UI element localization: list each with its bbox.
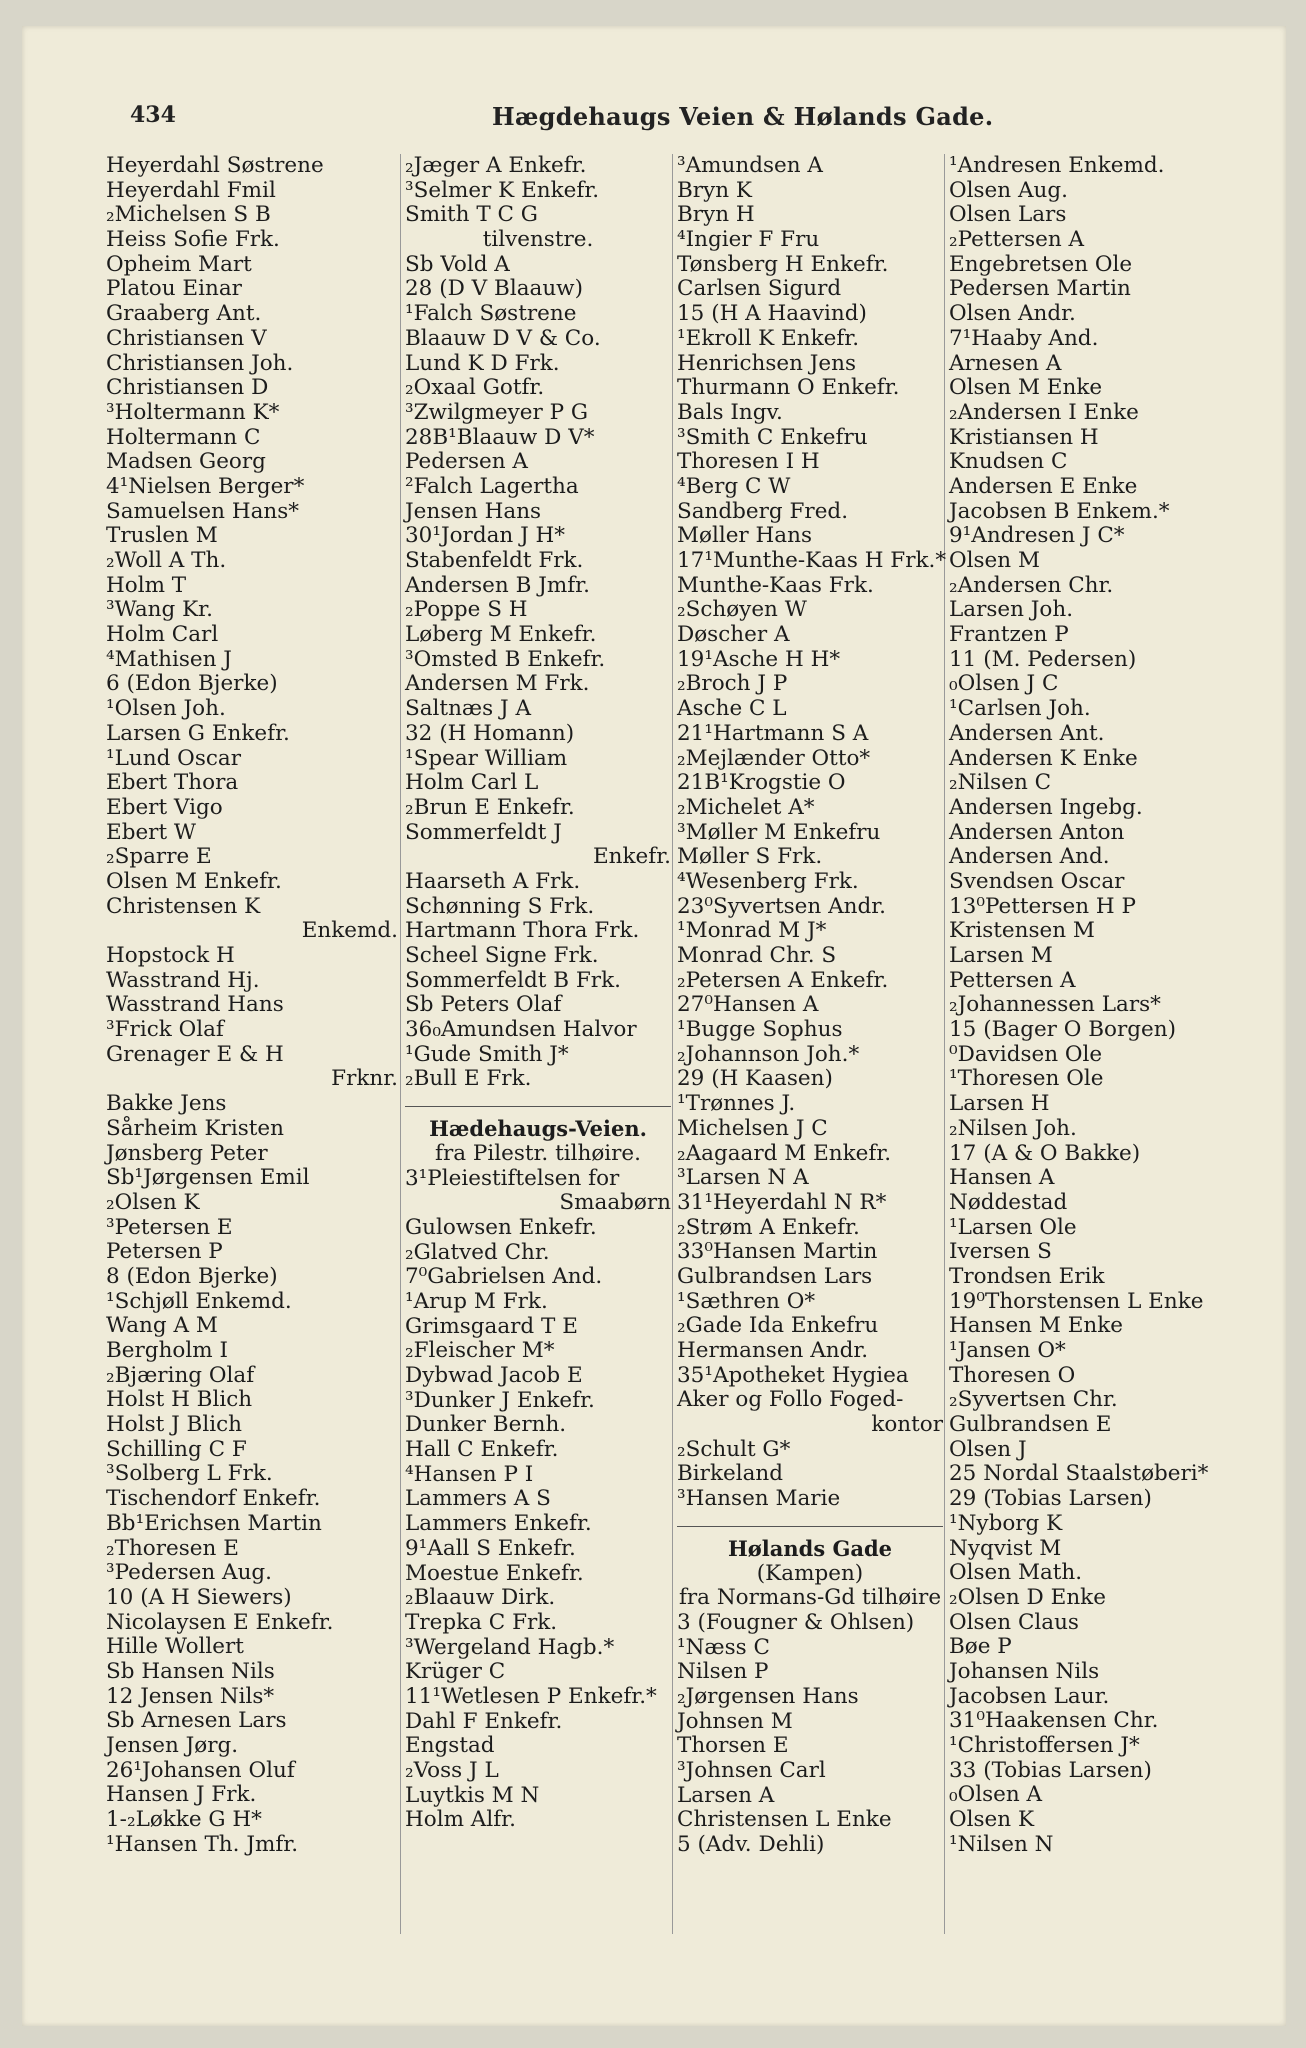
directory-entry: Hall C Enkefr.: [405, 1437, 559, 1463]
directory-entry: ³Wergeland Hagb.*: [405, 1634, 615, 1660]
directory-entry: ³Zwilgmeyer P G: [405, 399, 589, 425]
directory-entry: Andersen Ingebg.: [949, 794, 1143, 820]
directory-entry: ₂Strøm A Enkefr.: [677, 1214, 860, 1240]
directory-entry: Thorsen E: [677, 1733, 789, 1759]
directory-entry: ₂Schult G*: [677, 1436, 791, 1462]
directory-entry: ₂Nilsen Joh.: [949, 1115, 1077, 1141]
directory-entry: tilvenstre.: [482, 227, 594, 253]
directory-entry: ¹Spear William: [405, 745, 568, 771]
directory-entry: Ebert W: [106, 819, 197, 845]
directory-entry: Bryn H: [677, 202, 755, 228]
directory-entry: ¹Falch Søstrene: [405, 301, 577, 327]
directory-entry: 30¹Jordan J H*: [405, 523, 566, 549]
directory-entry: Andersen K Enke: [949, 745, 1138, 771]
directory-entry: ₂Fleischer M*: [405, 1338, 555, 1364]
directory-entry: Holm Carl L: [405, 770, 539, 796]
directory-entry: 10 (A H Siewers): [106, 1584, 292, 1610]
directory-entry: Lund K D Frk.: [405, 350, 560, 376]
directory-entry: Wang A M: [106, 1313, 218, 1339]
directory-entry: Sårheim Kristen: [106, 1115, 284, 1141]
directory-entry: Grimsgaard T E: [405, 1313, 578, 1339]
directory-entry: ₂Johannson Joh.*: [677, 1041, 860, 1067]
directory-entry: Christiansen Joh.: [106, 350, 294, 376]
directory-entry: Christiansen V: [106, 325, 267, 351]
directory-entry: ₂Johannessen Lars*: [949, 992, 1161, 1018]
directory-entry: ¹Gude Smith J*: [405, 1041, 569, 1067]
directory-entry: ₂Schøyen W: [677, 597, 807, 623]
directory-entry: 32 (H Homann): [405, 720, 575, 746]
directory-entry: Truslen M: [106, 523, 218, 549]
directory-entry: Pedersen A: [405, 449, 528, 475]
directory-entry: ³Johnsen Carl: [677, 1758, 826, 1783]
directory-entry: fra Normans-Gd tilhøire: [678, 1585, 942, 1611]
directory-entry: Larsen M: [949, 943, 1053, 968]
directory-entry: kontor: [871, 1412, 943, 1438]
directory-entry: ¹Bugge Sophus: [677, 1017, 843, 1043]
directory-entry: Holm Alfr.: [405, 1807, 516, 1833]
directory-entry: Jønsberg Peter: [106, 1140, 268, 1166]
directory-entry: Frantzen P: [949, 622, 1069, 648]
directory-entry: ³Selmer K Enkefr.: [405, 177, 600, 203]
directory-entry: ⁴Wesenberg Frk.: [677, 868, 859, 894]
directory-entry: 5 (Adv. Dehli): [677, 1832, 825, 1858]
directory-entry: Jacobsen Laur.: [949, 1683, 1110, 1709]
directory-entry: Jensen Hans: [405, 498, 542, 524]
directory-entry: 3¹Pleiestiftelsen for: [405, 1165, 620, 1191]
directory-entry: ¹Christoffersen J*: [949, 1733, 1140, 1758]
directory-entry: ₂Jæger A Enkefr.: [405, 153, 587, 178]
directory-entry: 19¹Asche H H*: [677, 646, 841, 672]
directory-entry: Heiss Sofie Frk.: [106, 227, 280, 253]
directory-entry: Christensen K: [106, 893, 261, 919]
directory-entry: Dahl F Enkefr.: [405, 1708, 563, 1734]
directory-entry: ₂Glatved Chr.: [405, 1239, 550, 1265]
directory-entry: ₂Oxaal Gotfr.: [405, 375, 545, 401]
directory-entry: Graaberg Ant.: [106, 301, 262, 327]
directory-entry: Smith T C G: [405, 202, 538, 228]
directory-entry: Kristensen M: [949, 918, 1095, 944]
directory-entry: ₂Mejlænder Otto*: [677, 745, 871, 771]
directory-entry: Hansen A: [949, 1165, 1055, 1191]
directory-entry: ₂Andersen Chr.: [949, 572, 1114, 598]
directory-entry: 29 (H Kaasen): [677, 1066, 833, 1092]
directory-entry: ₂Michelsen S B: [106, 202, 271, 228]
column-3: [677, 153, 947, 1858]
directory-entry: Christensen L Enke: [677, 1807, 892, 1833]
directory-entry: Krüger C: [405, 1659, 506, 1685]
directory-entry: Larsen H: [949, 1091, 1050, 1117]
directory-entry: 36₀Amundsen Halvor: [405, 1017, 637, 1043]
directory-entry: Pettersen A: [949, 967, 1076, 993]
directory-entry: Christiansen D: [106, 375, 269, 401]
directory-entry: ₂Petersen A Enkefr.: [677, 967, 889, 993]
directory-entry: ³Hansen Marie: [677, 1486, 841, 1512]
directory-entry: Dybwad Jacob E: [405, 1363, 583, 1388]
directory-entry: ³Amundsen A: [677, 153, 823, 178]
directory-entry: ³Smith C Enkefru: [677, 424, 868, 450]
directory-entry: Platou Einar: [106, 276, 242, 302]
column-4: [949, 154, 1249, 1857]
directory-entry: ³Frick Olaf: [106, 1017, 224, 1043]
page-title: Hægdehaugs Veien & Hølands Gade.: [492, 102, 994, 131]
directory-entry: ₂Thoresen E: [106, 1535, 239, 1561]
directory-entry: ⁴Ingier F Fru: [677, 227, 820, 253]
directory-entry: Ebert Thora: [106, 770, 239, 796]
directory-entry: 7⁰Gabrielsen And.: [405, 1264, 603, 1290]
directory-entry: Bals Ingv.: [677, 399, 783, 425]
directory-entry: 26¹Johansen Oluf: [106, 1757, 295, 1783]
directory-entry: 27⁰Hansen A: [677, 992, 819, 1018]
directory-entry: ¹Arup M Frk.: [405, 1288, 548, 1314]
directory-entry: 23⁰Syvertsen Andr.: [677, 893, 886, 919]
directory-entry: ₀Olsen A: [949, 1782, 1043, 1808]
directory-entry: 13⁰Pettersen H P: [949, 893, 1136, 919]
directory-entry: Møller S Frk.: [677, 844, 823, 870]
directory-entry: ₂Poppe S H: [405, 597, 528, 623]
directory-entry: Holtermann C: [106, 424, 261, 450]
directory-entry: 1-₂Løkke G H*: [106, 1807, 262, 1833]
directory-entry: 21¹Hartmann S A: [677, 720, 869, 746]
column-1: [106, 154, 398, 1857]
directory-entry: Stabenfeldt Frk.: [405, 548, 584, 573]
directory-entry: Nyqvist M: [949, 1535, 1062, 1561]
column-2: [405, 154, 671, 1833]
directory-entry: Olsen Andr.: [949, 301, 1076, 327]
directory-entry: Sommerfeldt J: [405, 819, 562, 845]
directory-entry: Olsen M Enkefr.: [106, 868, 282, 894]
directory-entry: Sommerfeldt B Frk.: [405, 967, 621, 993]
directory-entry: Moestue Enkefr.: [405, 1560, 584, 1586]
directory-entry: ¹Lund Oscar: [106, 745, 241, 771]
section-heading: Hølands Gade: [727, 1535, 893, 1561]
directory-entry: ³Solberg L Frk.: [106, 1461, 273, 1487]
directory-entry: Birkeland: [677, 1461, 784, 1487]
directory-entry: ⁴Berg C W: [677, 473, 791, 499]
directory-page: [22, 26, 1286, 2026]
directory-entry: Larsen Joh.: [949, 597, 1074, 623]
directory-entry: 28B¹Blaauw D V*: [405, 424, 595, 450]
directory-entry: 12 Jensen Nils*: [106, 1683, 275, 1709]
directory-entry: Thoresen I H: [677, 449, 820, 475]
directory-entry: Wasstrand Hans: [106, 992, 284, 1018]
directory-entry: 25 Nordal Staalstøberi*: [949, 1461, 1209, 1487]
directory-entry: Trondsen Erik: [949, 1263, 1105, 1289]
directory-entry: Hartmann Thora Frk.: [405, 918, 640, 944]
section-heading: Hædehaugs-Veien.: [429, 1116, 647, 1142]
directory-entry: Engebretsen Ole: [949, 251, 1133, 277]
directory-entry: Lammers A S: [405, 1486, 551, 1512]
directory-entry: Schilling C F: [106, 1436, 247, 1462]
directory-entry: ¹Hansen Th. Jmfr.: [106, 1831, 299, 1857]
directory-entry: Pedersen Martin: [949, 276, 1131, 302]
directory-entry: ₂Sparre E: [106, 844, 212, 870]
directory-entry: 17 (A & O Bakke): [949, 1140, 1141, 1166]
directory-entry: 8 (Edon Bjerke): [106, 1263, 278, 1289]
directory-entry: Hansen J Frk.: [106, 1782, 257, 1808]
directory-entry: 6 (Edon Bjerke): [106, 671, 278, 697]
directory-entry: ¹Nyborg K: [949, 1510, 1063, 1536]
directory-entry: Sandberg Fred.: [677, 498, 849, 524]
directory-entry: Smaabørn: [559, 1190, 671, 1216]
directory-entry: ¹Olsen Joh.: [106, 696, 226, 722]
directory-entry: Andersen B Jmfr.: [405, 572, 590, 598]
directory-entry: Nøddestad: [949, 1189, 1068, 1215]
directory-entry: 15 (Bager O Borgen): [949, 1017, 1176, 1043]
directory-entry: Samuelsen Hans*: [106, 498, 300, 524]
directory-entry: 11¹Wetlesen P Enkefr.*: [405, 1683, 657, 1709]
directory-entry: ¹Thoresen Ole: [949, 1066, 1104, 1092]
page-number: 434: [130, 102, 176, 128]
directory-entry: Enkefr.: [592, 844, 671, 870]
directory-entry: Olsen J: [949, 1436, 1027, 1462]
directory-entry: 29 (Tobias Larsen): [949, 1486, 1152, 1512]
directory-entry: Carlsen Sigurd: [677, 276, 842, 302]
column-divider: [400, 154, 401, 1934]
directory-entry: Grenager E & H: [106, 1041, 284, 1067]
directory-entry: Andersen And.: [949, 844, 1110, 870]
directory-entry: 19⁰Thorstensen L Enke: [949, 1288, 1204, 1314]
directory-entry: Trepka C Frk.: [405, 1609, 558, 1635]
directory-entry: ₂Olsen D Enke: [949, 1584, 1106, 1610]
directory-entry: Møller Hans: [677, 523, 812, 549]
directory-entry: 35¹Apotheket Hygiea: [677, 1362, 909, 1388]
directory-entry: Olsen M Enke: [949, 375, 1103, 401]
column-divider: [944, 154, 945, 1934]
directory-entry: Knudsen C: [949, 449, 1068, 475]
column-divider: [672, 154, 673, 1934]
directory-entry: Larsen G Enkefr.: [106, 720, 290, 746]
directory-entry: ¹Nilsen N: [949, 1831, 1054, 1857]
directory-entry: ²Falch Lagertha: [405, 473, 579, 499]
directory-entry: Tønsberg H Enkefr.: [677, 251, 889, 277]
directory-entry: Bakke Jens: [106, 1091, 227, 1117]
directory-entry: ¹Ekroll K Enkefr.: [677, 325, 860, 351]
directory-entry: ³Omsted B Enkefr.: [405, 646, 606, 672]
directory-entry: ₂Blaauw Dirk.: [405, 1585, 556, 1611]
directory-entry: Hermansen Andr.: [677, 1338, 869, 1363]
directory-entry: 3 (Fougner & Ohlsen): [677, 1609, 915, 1635]
directory-entry: Johansen Nils: [949, 1658, 1100, 1684]
directory-entry: 9¹Andresen J C*: [949, 523, 1125, 549]
directory-entry: ₂Woll A Th.: [106, 548, 227, 573]
directory-entry: (Kampen): [756, 1560, 864, 1586]
directory-entry: Frknr.: [331, 1066, 398, 1092]
directory-entry: Gulowsen Enkefr.: [405, 1214, 597, 1240]
directory-entry: Dunker Bernh.: [405, 1412, 567, 1438]
directory-entry: Opheim Mart: [106, 251, 252, 277]
directory-entry: Bryn K: [677, 177, 752, 203]
directory-entry: 33⁰Hansen Martin: [677, 1239, 878, 1265]
directory-entry: Thoresen O: [949, 1362, 1076, 1388]
directory-entry: Iversen S: [949, 1239, 1052, 1265]
directory-entry: ₂Jørgensen Hans: [677, 1683, 859, 1709]
directory-entry: Michelsen J C: [677, 1115, 828, 1141]
directory-entry: Kristiansen H: [949, 424, 1099, 450]
directory-entry: Gulbrandsen E: [949, 1412, 1112, 1438]
section-rule: [677, 1526, 943, 1527]
directory-entry: ³Dunker J Enkefr.: [405, 1387, 595, 1413]
directory-entry: Sb Peters Olaf: [405, 992, 562, 1018]
directory-entry: ₂Bjæring Olaf: [106, 1362, 255, 1388]
directory-entry: Heyerdahl Søstrene: [106, 153, 324, 178]
directory-entry: Nicolaysen E Enkefr.: [106, 1609, 334, 1635]
directory-entry: 7¹Haaby And.: [949, 325, 1099, 351]
directory-entry: Løberg M Enkefr.: [405, 622, 597, 648]
directory-entry: ¹Larsen Ole: [949, 1214, 1077, 1240]
directory-entry: Sb Hansen Nils: [106, 1658, 275, 1684]
directory-entry: ₂Olsen K: [106, 1189, 200, 1215]
directory-entry: Svendsen Oscar: [949, 868, 1125, 894]
directory-entry: Arnesen A: [949, 350, 1062, 376]
directory-entry: ¹Carlsen Joh.: [949, 696, 1091, 722]
directory-entry: Aker og Follo Foged-: [677, 1387, 904, 1413]
directory-entry: ₂Syvertsen Chr.: [949, 1387, 1118, 1413]
directory-entry: Blaauw D V & Co.: [405, 325, 601, 351]
directory-entry: Luytkis M N: [405, 1782, 540, 1808]
directory-entry: 31⁰Haakensen Chr.: [949, 1708, 1159, 1734]
directory-entry: Henrichsen Jens: [677, 350, 857, 376]
directory-entry: ₂Andersen I Enke: [949, 399, 1139, 425]
directory-entry: Bb¹Erichsen Martin: [106, 1510, 322, 1536]
directory-entry: Petersen P: [106, 1239, 223, 1265]
directory-entry: ³Larsen N A: [677, 1165, 809, 1191]
directory-entry: ³Pedersen Aug.: [106, 1560, 273, 1586]
directory-entry: ³Møller M Enkefru: [677, 819, 881, 845]
directory-entry: Nilsen P: [677, 1659, 769, 1685]
directory-entry: Monrad Chr. S: [677, 943, 837, 968]
directory-entry: ³Wang Kr.: [106, 597, 213, 623]
directory-entry: Wasstrand Hj.: [106, 967, 260, 993]
directory-entry: Andersen Anton: [949, 819, 1125, 845]
directory-entry: Olsen Aug.: [949, 177, 1068, 203]
directory-entry: ₂Nilsen C: [949, 770, 1052, 796]
directory-entry: Haarseth A Frk.: [405, 868, 581, 894]
directory-entry: 28 (D V Blaauw): [405, 276, 583, 302]
directory-entry: ¹Sæthren O*: [677, 1288, 816, 1314]
directory-entry: 33 (Tobias Larsen): [949, 1757, 1152, 1783]
directory-entry: Enkemd.: [301, 918, 398, 944]
directory-entry: ⁰Davidsen Ole: [949, 1041, 1103, 1067]
directory-entry: Heyerdahl Fmil: [106, 177, 276, 203]
directory-entry: Olsen Math.: [949, 1560, 1083, 1586]
directory-entry: Scheel Signe Frk.: [405, 943, 599, 968]
directory-entry: 15 (H A Haavind): [677, 301, 867, 327]
directory-entry: ₂Brun E Enkefr.: [405, 794, 575, 820]
directory-entry: Engstad: [405, 1733, 495, 1759]
directory-entry: ¹Jansen O*: [949, 1338, 1066, 1363]
directory-entry: 31¹Heyerdahl N R*: [677, 1189, 887, 1215]
directory-entry: ₂Voss J L: [405, 1758, 499, 1783]
directory-entry: Saltnæs J A: [405, 696, 531, 722]
directory-entry: Bøe P: [949, 1634, 1012, 1660]
directory-entry: ¹Schjøll Enkemd.: [106, 1288, 292, 1314]
directory-entry: Holm Carl: [106, 622, 219, 648]
directory-entry: ₀Olsen J C: [949, 671, 1059, 697]
directory-entry: ₂Aagaard M Enkefr.: [677, 1140, 892, 1166]
directory-entry: ₂Michelet A*: [677, 794, 815, 820]
directory-entry: ³Petersen E: [106, 1214, 233, 1240]
directory-entry: ³Holtermann K*: [106, 399, 280, 425]
directory-entry: Andersen Ant.: [949, 720, 1105, 746]
directory-entry: Holst J Blich: [106, 1412, 242, 1438]
directory-entry: ¹Næss C: [677, 1634, 770, 1660]
directory-entry: Tischendorf Enkefr.: [106, 1486, 321, 1512]
directory-entry: Sb Vold A: [405, 251, 510, 277]
directory-entry: ¹Monrad M J*: [677, 918, 827, 944]
directory-entry: Johnsen M: [677, 1708, 793, 1734]
directory-entry: Holst H Blich: [106, 1387, 253, 1413]
directory-entry: Olsen M: [949, 548, 1040, 573]
directory-entry: ¹Andresen Enkemd.: [949, 153, 1165, 178]
directory-entry: 11 (M. Pedersen): [949, 646, 1137, 672]
directory-entry: 9¹Aall S Enkefr.: [405, 1535, 576, 1561]
directory-entry: Olsen K: [949, 1807, 1035, 1833]
directory-entry: Andersen E Enke: [949, 473, 1138, 499]
directory-entry: ₂Broch J P: [677, 671, 788, 697]
directory-entry: Ebert Vigo: [106, 794, 223, 820]
directory-entry: Jacobsen B Enkem.*: [949, 498, 1170, 524]
directory-entry: 4¹Nielsen Berger*: [106, 473, 305, 499]
directory-entry: Andersen M Frk.: [405, 671, 590, 697]
directory-entry: Olsen Lars: [949, 202, 1067, 228]
directory-entry: ₂Bull E Frk.: [405, 1066, 532, 1092]
directory-entry: Hopstock H: [106, 943, 235, 968]
directory-entry: Gulbrandsen Lars: [677, 1263, 873, 1289]
directory-entry: Sb¹Jørgensen Emil: [106, 1165, 310, 1191]
directory-entry: Olsen Claus: [949, 1609, 1079, 1635]
directory-entry: Holm T: [106, 572, 187, 598]
section-rule: [405, 1106, 671, 1107]
directory-entry: Munthe-Kaas Frk.: [677, 572, 874, 598]
directory-entry: ₂Gade Ida Enkefru: [677, 1313, 879, 1339]
directory-entry: ⁴Mathisen J: [106, 646, 232, 672]
directory-entry: Thurmann O Enkefr.: [677, 375, 900, 401]
directory-entry: Larsen A: [677, 1782, 775, 1808]
directory-entry: ₂Pettersen A: [949, 227, 1085, 253]
directory-entry: Døscher A: [677, 622, 790, 648]
directory-entry: Jensen Jørg.: [106, 1733, 239, 1758]
directory-entry: Hille Wollert: [106, 1634, 244, 1660]
directory-entry: ¹Trønnes J.: [677, 1091, 796, 1117]
directory-entry: fra Pilestr. tilhøire.: [435, 1140, 641, 1166]
directory-entry: 21B¹Krogstie O: [677, 770, 846, 796]
directory-entry: Hansen M Enke: [949, 1313, 1123, 1339]
directory-entry: Sb Arnesen Lars: [106, 1708, 287, 1734]
directory-entry: Lammers Enkefr.: [405, 1511, 592, 1537]
directory-entry: Madsen Georg: [106, 449, 266, 475]
directory-entry: Schønning S Frk.: [405, 893, 595, 919]
directory-entry: ⁴Hansen P I: [405, 1461, 534, 1487]
directory-entry: Asche C L: [677, 696, 787, 722]
directory-entry: 17¹Munthe-Kaas H Frk.*: [677, 548, 947, 573]
directory-entry: Bergholm I: [106, 1338, 228, 1363]
